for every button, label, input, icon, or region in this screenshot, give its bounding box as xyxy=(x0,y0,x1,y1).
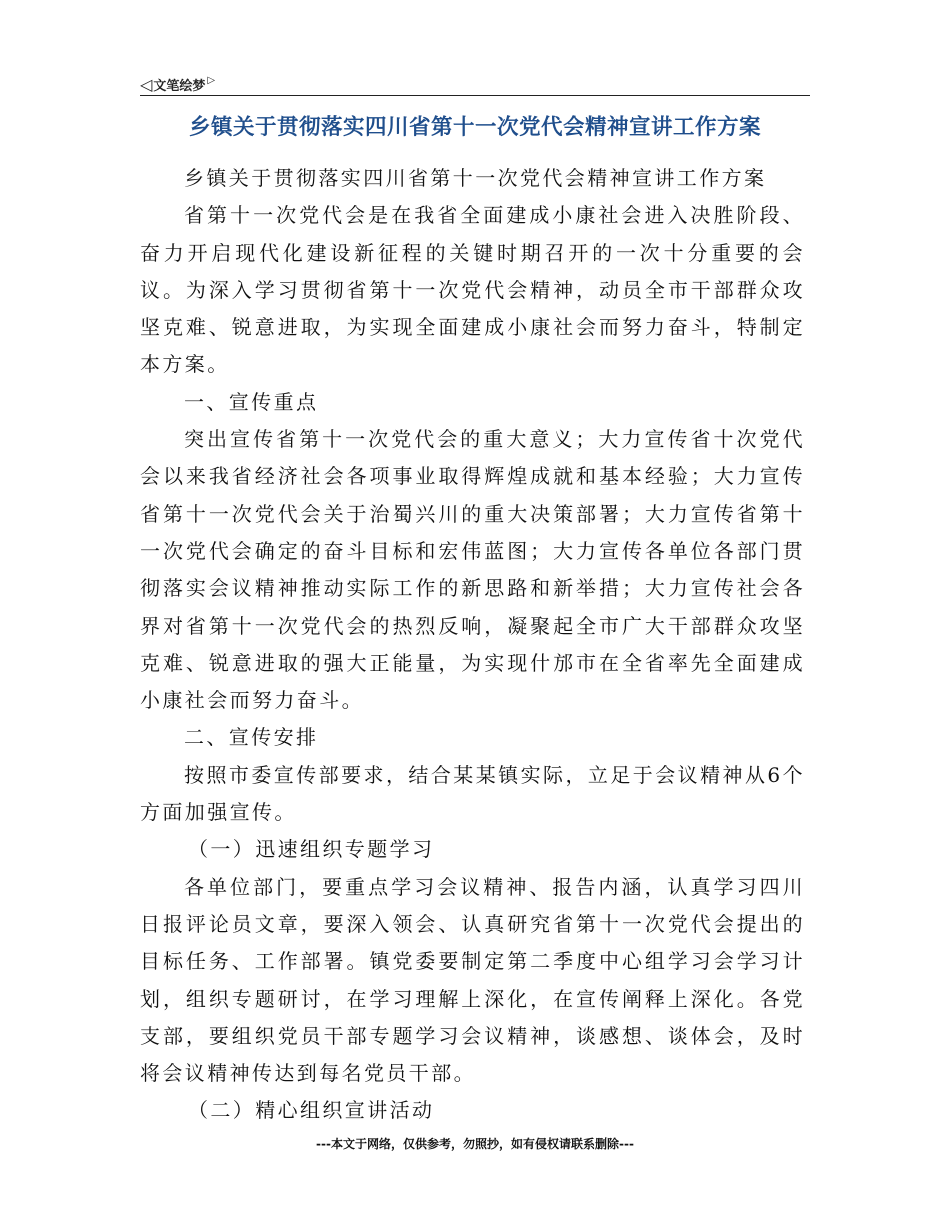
paragraph-arrangement: 按照市委宣传部要求，结合某某镇实际，立足于会议精神从6个方面加强宣传。 xyxy=(140,762,805,825)
document-title: 乡镇关于贯彻落实四川省第十一次党代会精神宣讲工作方案 xyxy=(188,115,761,140)
paragraph-subtitle: 乡镇关于贯彻落实四川省第十一次党代会精神宣讲工作方案 xyxy=(184,166,767,190)
paragraph-focus: 突出宣传省第十一次党代会的重大意义；大力宣传省十次党代会以来我省经济社会各项事业取得辉煌成就和基本经验；大力宣传省第十一次党代会关于治蜀兴川的重大决策部署；大力宣传省第十一次党代会确定的奋斗目标和宏伟蓝图；大力宣传各单位各部门贯彻落实会议精神推动实际工作的新思路和新举措；大力宣传社会各界对省第十一次党代会的热烈反响，凝聚起全市广大干部群众攻坚克难、锐意进取的强大正能量，为实现什邡市在全省率先全面建成小康社会而努力奋斗。 xyxy=(140,427,805,713)
page-header xyxy=(140,72,810,96)
paragraph-intro: 省第十一次党代会是在我省全面建成小康社会进入决胜阶段、奋力开启现代化建设新征程的关键时期召开的一次十分重要的会议。为深入学习贯彻省第十一次党代会精神，动员全市干部群众攻坚克难、锐意进取，为实现全面建成小康社会而努力奋斗，特制定本方案。 xyxy=(140,203,805,377)
right-triangle-icon: ▷ xyxy=(207,74,216,86)
section-heading-2: 二、宣传安排 xyxy=(184,725,319,750)
paragraph-study: 各单位部门，要重点学习会议精神、报告内涵，认真学习四川日报评论员文章，要深入领会、认真研究省第十一次党代会提出的目标任务、工作部署。镇党委要制定第二季度中心组学习会学习计划，组织专题研讨，在学习理解上深化，在宣传阐释上深化。各党支部，要组织党员干部专题学习会议精神，谈感想、谈体会，及时将会议精神传达到每名党员干部。 xyxy=(140,874,805,1086)
subsection-heading-1: （一）迅速组织专题学习 xyxy=(188,837,435,862)
subsection-heading-2: （二）精心组织宣讲活动 xyxy=(188,1098,435,1123)
page-footer: ---本文于网络，仅供参考，勿照抄，如有侵权请联系删除--- xyxy=(316,1137,634,1151)
brand-logo xyxy=(140,74,215,94)
left-triangle-icon: ◁ xyxy=(140,74,153,94)
document-body xyxy=(140,160,805,1130)
brand-name: 文笔绘梦 xyxy=(153,78,206,94)
section-heading-1: 一、宣传重点 xyxy=(184,389,319,414)
